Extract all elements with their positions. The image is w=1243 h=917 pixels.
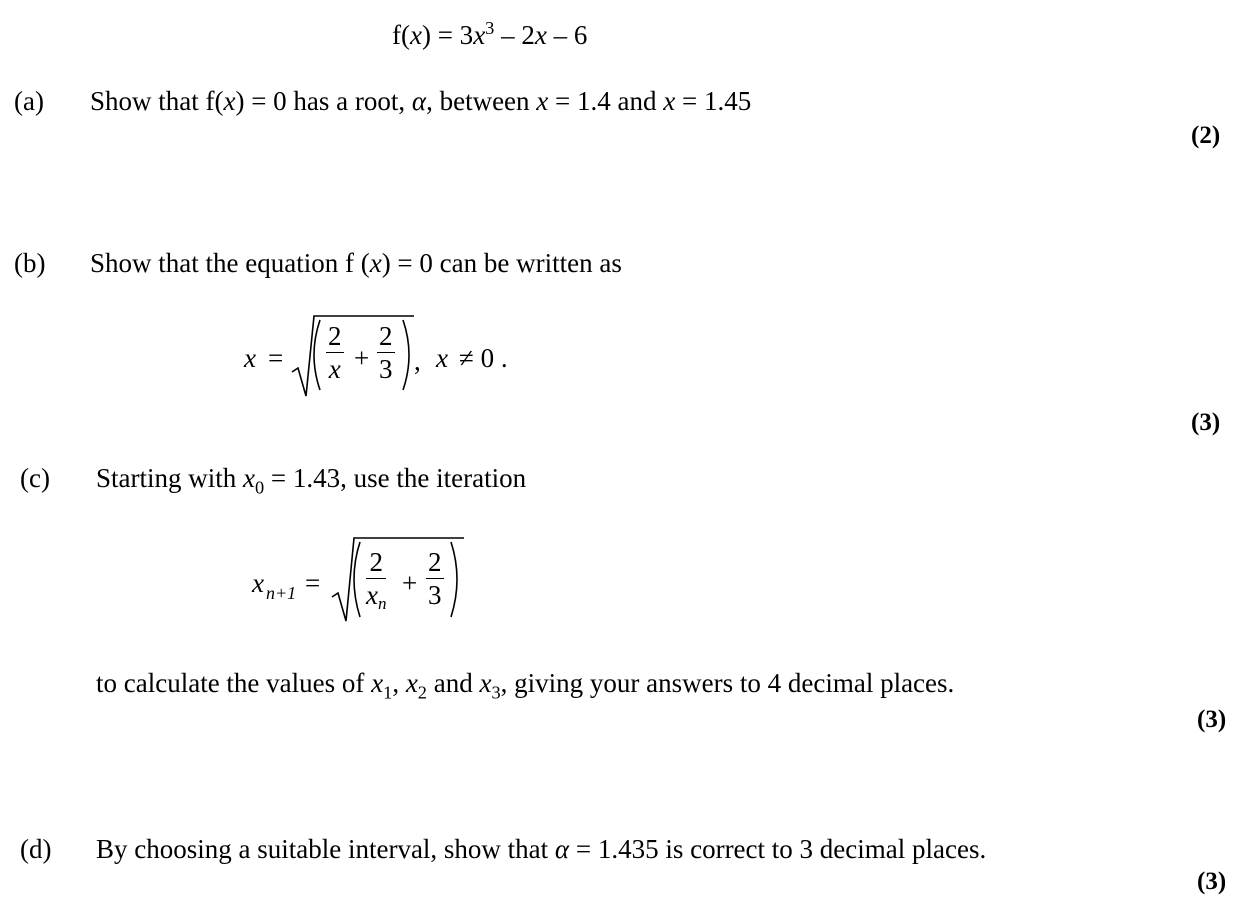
eq-lhs-var: x — [252, 568, 264, 598]
part-c-instruction — [96, 668, 955, 703]
numerator: 2 — [426, 548, 444, 579]
part-c-marks: (3) — [1197, 706, 1227, 733]
text: to calculate the values of — [96, 668, 372, 698]
text: = 1.4 and — [548, 86, 664, 116]
var: x — [371, 668, 384, 698]
comma: , — [414, 346, 421, 376]
part-a-label: (a) — [14, 86, 44, 116]
fraction-2-over-3 — [377, 322, 395, 384]
part-d-question — [96, 836, 986, 863]
text: ) = 0 can be written as — [381, 248, 622, 278]
text: Show that the equation f ( — [90, 248, 370, 278]
subscript: n — [377, 594, 387, 614]
part-a-question — [90, 88, 751, 115]
fraction-2-over-x — [326, 322, 344, 384]
header-equation — [392, 18, 588, 50]
denominator: x — [328, 354, 341, 385]
numerator: 2 — [366, 548, 386, 579]
eq-text: – 6 — [546, 20, 588, 50]
text: = 1.43, use the iteration — [264, 463, 527, 493]
eq-equals: = — [305, 568, 321, 598]
numerator: 2 — [377, 322, 395, 353]
part-d-label: (d) — [20, 834, 52, 864]
alpha-symbol: α — [554, 834, 570, 864]
fraction-2-over-xn — [366, 548, 386, 613]
part-a-marks: (2) — [1191, 122, 1221, 149]
plus-sign: + — [402, 568, 418, 598]
eq-var: x — [534, 20, 547, 50]
condition-var: x — [436, 343, 448, 373]
text: , between — [426, 86, 537, 116]
text: By choosing a suitable interval, show that — [96, 834, 555, 864]
eq-exponent: 3 — [485, 18, 495, 38]
text: = 1.45 — [675, 86, 752, 116]
subscript: 1 — [383, 682, 393, 703]
denominator — [366, 579, 386, 613]
part-b-question — [90, 250, 622, 277]
text: Show that f( — [90, 86, 224, 116]
var: x — [369, 248, 382, 278]
text: , giving your answers to 4 decimal places. — [500, 668, 955, 698]
numerator: 2 — [326, 322, 344, 353]
part-c-label: (c) — [20, 463, 50, 493]
part-b-label: (b) — [14, 248, 46, 278]
subscript: 2 — [417, 682, 427, 703]
var: x — [223, 86, 236, 116]
text: = 1.435 is correct to 3 decimal places. — [569, 834, 987, 864]
text: Starting with — [96, 463, 243, 493]
var: x — [366, 580, 378, 611]
part-b-marks: (3) — [1191, 409, 1221, 436]
eq-var: x — [409, 20, 422, 50]
condition-text: ≠ 0 . — [459, 343, 508, 373]
part-d-marks: (3) — [1197, 868, 1227, 895]
var: x — [479, 668, 492, 698]
denominator: 3 — [379, 354, 393, 385]
eq-var: x — [473, 20, 486, 50]
alpha-symbol: α — [411, 86, 427, 116]
eq-text: – 2 — [494, 20, 535, 50]
text: and — [426, 668, 480, 698]
eq-lhs-subscript: n+1 — [266, 583, 297, 603]
eq-lhs-var: x — [244, 343, 256, 373]
part-c-question — [96, 463, 527, 498]
subscript: 3 — [491, 682, 501, 703]
text: , — [392, 668, 406, 698]
sqrt-radical-icon — [332, 533, 467, 625]
fraction-2-over-3 — [426, 548, 444, 610]
plus-sign: + — [354, 343, 370, 373]
subscript: 0 — [254, 477, 265, 498]
var: x — [405, 668, 418, 698]
eq-text: f( — [392, 20, 410, 50]
var: x — [243, 463, 255, 493]
text: ) = 0 has a root, — [235, 86, 412, 116]
var: x — [536, 86, 549, 116]
eq-text: ) = 3 — [421, 20, 474, 50]
denominator: 3 — [428, 580, 442, 611]
var: x — [663, 86, 676, 116]
eq-equals: = — [268, 343, 284, 373]
